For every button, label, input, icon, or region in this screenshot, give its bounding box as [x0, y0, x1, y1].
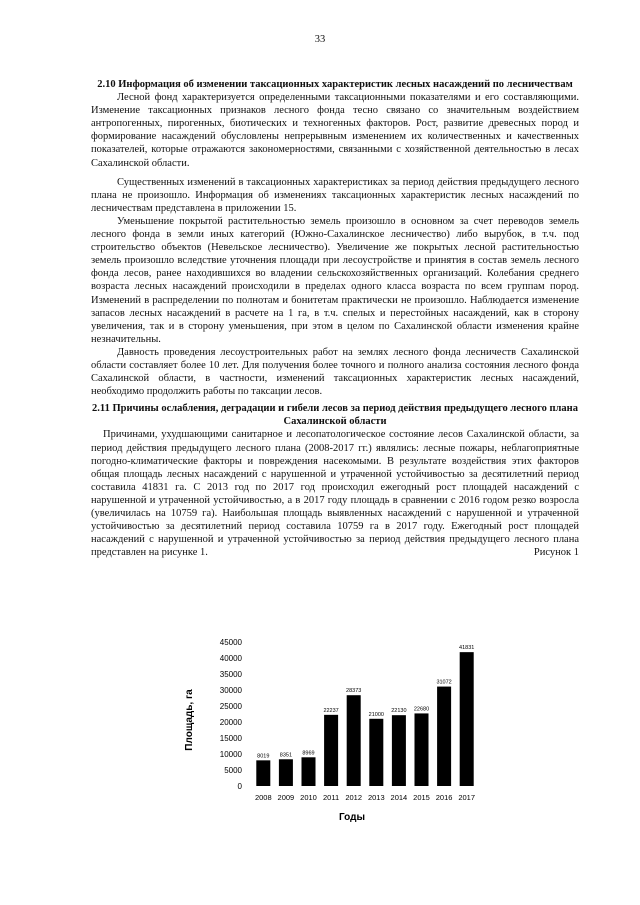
x-axis-label: Годы	[338, 812, 366, 823]
figure-reference: Рисунок 1	[533, 547, 579, 559]
bar-2011	[324, 715, 338, 786]
paragraph-3: Уменьшение покрытой растительностью земель произошло в основном за счет переводов земель лесного фонда в земли иных категорий (Южно-Сахалинское лесничество) либо вырубок, в т.ч. под строительство объектов (Невельское лесничество). Увеличение же покрытых лесной растительностью земель произошло вследствие уточнения площади при лесоустройстве и принятия в состав земель лесного фонда лесов, ранее находившихся во владении сельскохозяйственных организаций. Колебания среднего возраста лесных насаждений происходили в пределах одного класса возраста по всем группам пород. Изменений в распределении по полнотам и бонитетам практически не произошло. Наблюдается изменение запасов лесных насаждений в расчете на 1 га, в т.ч. спелых и перестойных насаждений, как в сторону увеличения, так и в сторону уменьшения, при этом в целом по Сахалинской области изменения крайне незначительны.	[91, 215, 579, 345]
x-tick-label: 2010	[300, 793, 317, 802]
paragraph-2: Существенных изменений в таксационных характеристиках за период действия предыдущего лесного плана не произошло. Информация об изменениях таксационных характеристик лесных насаждений по лесничествам представлена в приложении 15.	[91, 176, 579, 214]
bar-value-label: 8351	[279, 752, 293, 759]
bar-2014	[392, 715, 406, 786]
y-tick-label: 30000	[219, 686, 242, 695]
y-tick-label: 0	[237, 782, 242, 791]
bar-2008	[256, 760, 270, 786]
y-tick-label: 10000	[219, 750, 242, 759]
bar-2015	[414, 713, 428, 786]
x-tick-label: 2017	[458, 793, 476, 802]
x-tick-label: 2016	[435, 793, 453, 802]
y-axis-label: Площадь, га	[184, 689, 195, 751]
paragraph-1: Лесной фонд характеризуется определенными таксационными показателями и его составляющими. Изменение таксационных признаков лесного фонда тесно связано со значительным воздействием антропогенных, пирогенных, биотических и техногенных факторов. Рост, развитие древесных пород и формирование насаждений обусловлены непрерывным изменением их количественных и качественных показателей, которые отражаются закономерностями, связанными с хозяйственной деятельностью в лесах Сахалинской области.	[91, 92, 579, 169]
y-tick-label: 15000	[219, 734, 242, 743]
x-tick-label: 2013	[367, 793, 385, 802]
paragraph-5	[91, 428, 579, 559]
bar-2013	[369, 719, 383, 786]
y-tick-label: 25000	[219, 702, 242, 711]
x-tick-label: 2014	[390, 793, 408, 802]
figure-1-chart	[178, 628, 496, 836]
page-number: 33	[314, 34, 326, 45]
bar-value-label: 22680	[413, 706, 430, 713]
x-tick-label: 2011	[323, 793, 340, 802]
bar-value-label: 31072	[436, 679, 452, 686]
document-body	[91, 78, 579, 559]
bar-2012	[347, 695, 361, 786]
bar-value-label: 8019	[257, 753, 270, 760]
y-tick-label: 40000	[219, 654, 242, 663]
bar-2010	[301, 757, 315, 786]
bar-value-label: 22237	[323, 707, 339, 714]
bar-value-label: 22130	[391, 708, 407, 715]
x-tick-label: 2008	[254, 793, 272, 802]
y-tick-label: 5000	[224, 766, 242, 775]
x-tick-label: 2012	[345, 793, 363, 802]
x-tick-label: 2009	[277, 793, 295, 802]
x-tick-label: 2015	[413, 793, 430, 802]
bar-2009	[279, 759, 293, 786]
bar-value-label: 21000	[368, 711, 384, 718]
paragraph-5-text: Причинами, ухудшающими санитарное и лесопатологическое состояние лесов Сахалинской области, за период действия предыдущего лесного плана (2008-2017 гг.) являлись: лесные пожары, неблагоприятные погодно-климатические факторы и повреждения насекомыми. В результате воздействия этих факторов общая площадь лесных насаждений с нарушенной и утраченной устойчивостью за десятилетний период составила 41831 га. С 2013 год по 2017 год происходил ежегодный рост площадей насаждений с нарушенной и утраченной устойчивостью, а в 2017 году площадь в сравнении с 2016 годом резко возросла (увеличилась на 10759 га). Наибольшая площадь выявленных насаждений с нарушенной и утраченной устойчивостью за десятилетний период составила 10759 га в 2017 году. Ежегодный рост площадей насаждений с нарушенной и утраченной устойчивостью за период действия предыдущего лесного плана представлен на рисунке 1.	[91, 429, 579, 559]
bar-2016	[437, 687, 451, 786]
bar-value-label: 8969	[302, 750, 315, 757]
section-title-2-10: 2.10 Информация об изменении таксационных характеристик лесных насаждений по лесничествам	[97, 79, 573, 90]
y-tick-label: 45000	[219, 638, 242, 647]
bar-value-label: 28373	[346, 688, 362, 695]
paragraph-4: Давность проведения лесоустроительных работ на землях лесного фонда лесничеств Сахалинской области составляет более 10 лет. Для получения более точного и полного анализа состояния лесного фонда Сахалинской области, в частности, изменений таксационных характеристик лесных насаждений, необходимо продолжить работы по таксации лесов.	[91, 346, 579, 398]
y-tick-label: 20000	[219, 718, 242, 727]
section-title-2-11: 2.11 Причины ослабления, деградации и гибели лесов за период действия предыдущего лесного плана Сахалинской области	[92, 403, 578, 428]
bar-value-label: 41831	[459, 645, 475, 652]
bar-chart	[178, 628, 496, 836]
bar-2017	[460, 652, 474, 786]
y-tick-label: 35000	[219, 670, 242, 679]
